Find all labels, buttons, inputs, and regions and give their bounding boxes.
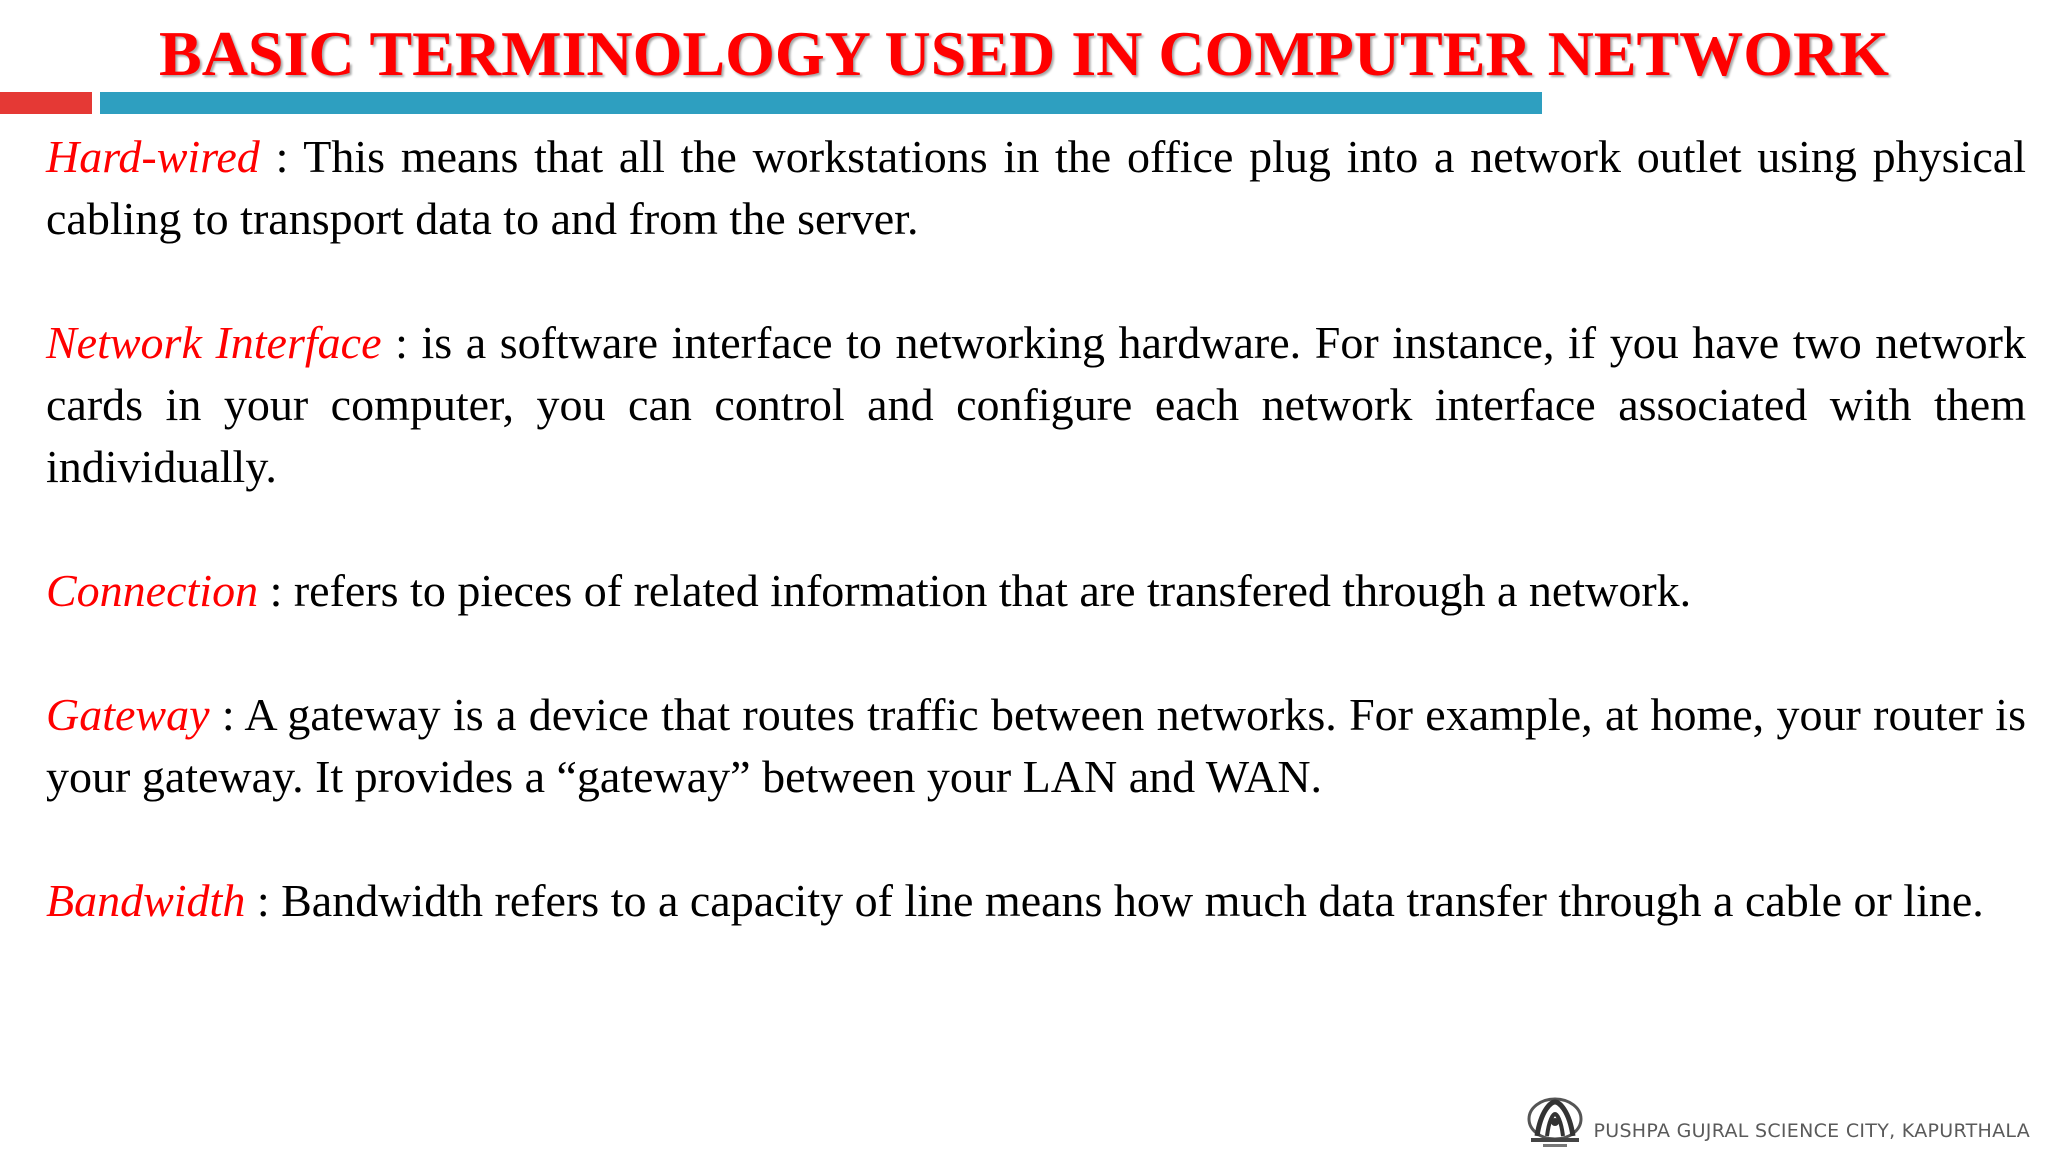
footer-organization: PUSHPA GUJRAL SCIENCE CITY, KAPURTHALA [1593,1120,2030,1142]
term-name: Gateway [46,689,210,740]
term-definition: This means that all the workstations in the office plug into a network outlet using physical cabling to transport data to and from the server. [46,131,2026,244]
slide-title: BASIC TERMINOLOGY USED IN COMPUTER NETWORK [159,18,1889,89]
term-bandwidth [46,870,2026,932]
term-separator: : [245,875,282,926]
term-separator: : [209,689,245,740]
term-separator: : [259,131,304,182]
term-definition: A gateway is a device that routes traffic between networks. For example, at home, your router is your gateway. It provides a “gateway” between your LAN and WAN. [46,689,2026,802]
term-network-interface [46,312,2026,498]
term-definition: Bandwidth refers to a capacity of line means how much data transfer through a cable or line. [281,875,1984,926]
term-name: Hard-wired [46,131,260,182]
footer [1523,1092,2030,1152]
term-name: Bandwidth [46,875,246,926]
term-definition: refers to pieces of related information that are transfered through a network. [293,565,1692,616]
term-definition: is a software interface to networking hardware. For instance, if you have two network cards in your computer, you can control and configure each network interface associated with them individually. [46,317,2027,492]
title-underline-accent [0,92,92,114]
terms-list [46,126,2026,994]
term-separator: : [381,317,422,368]
science-city-logo-icon [1523,1092,1587,1152]
term-separator: : [258,565,294,616]
term-gateway [46,684,2026,808]
term-name: Connection [46,565,259,616]
term-connection [46,560,2026,622]
term-name: Network Interface [46,317,382,368]
term-hard-wired [46,126,2026,250]
title-underline-bar [100,92,1542,114]
